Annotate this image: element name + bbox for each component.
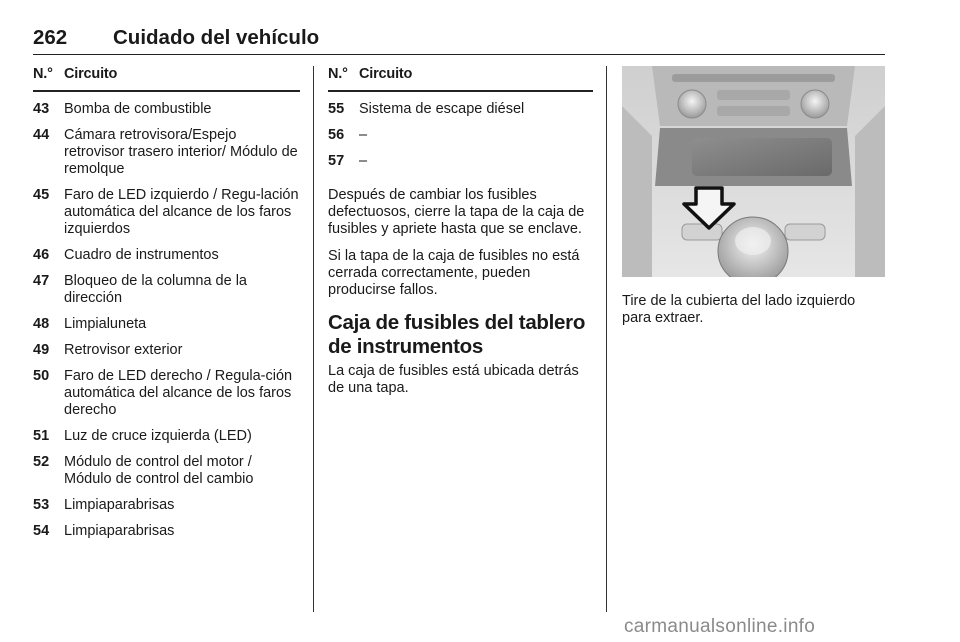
table-row <box>33 368 300 419</box>
fuse-number: 56 <box>328 127 345 143</box>
column-divider-1 <box>313 66 314 612</box>
fuse-number: 55 <box>328 101 345 117</box>
table-row <box>33 454 300 488</box>
fuse-circuit: Sistema de escape diésel <box>359 101 525 117</box>
fuse-circuit: – <box>359 127 368 143</box>
fuse-number: 54 <box>33 523 50 539</box>
fuse-circuit: Luz de cruce izquierda (LED) <box>64 428 252 444</box>
fuse-circuit: – <box>359 153 368 169</box>
fuse-circuit: Limpialuneta <box>64 316 147 332</box>
page-number: 262 <box>33 26 68 49</box>
section-paragraph: La caja de fusibles está ubicada detrás de una tapa. <box>328 363 579 396</box>
fuse-number: 47 <box>33 273 50 289</box>
instruction-paragraph: Después de cambiar los fusibles defectuosos, cierre la tapa de la caja de fusibles y apriete hasta que se enclave. <box>328 187 585 237</box>
table-row <box>33 428 300 445</box>
fuse-circuit: Limpiaparabrisas <box>64 497 175 513</box>
fuse-number: 50 <box>33 368 50 384</box>
fuse-circuit: Cámara retrovisora/Espejo retrovisor trasero interior/ Módulo de remolque <box>64 127 298 177</box>
table-row <box>33 342 300 359</box>
table-row <box>33 127 300 178</box>
fuse-number: 46 <box>33 247 50 263</box>
fuse-number: 53 <box>33 497 50 513</box>
fuse-circuit: Faro de LED izquierdo / Regu-lación automática del alcance de los faros izquierdos <box>64 187 299 237</box>
fuse-cover-illustration <box>622 66 885 277</box>
table-row <box>33 247 300 264</box>
fuse-number: 43 <box>33 101 50 117</box>
fuse-circuit: Cuadro de instrumentos <box>64 247 219 263</box>
table-row <box>33 273 300 307</box>
table-row <box>33 316 300 333</box>
warning-paragraph: Si la tapa de la caja de fusibles no está cerrada correctamente, pueden producirse fallos. <box>328 248 580 298</box>
fuse-number: 45 <box>33 187 50 203</box>
fuse-table-column-2 <box>328 66 593 397</box>
fuse-number: 48 <box>33 316 50 332</box>
header-circuit: Circuito <box>359 66 413 82</box>
table-row <box>33 497 300 514</box>
fuse-circuit: Limpiaparabrisas <box>64 523 175 539</box>
fuse-number: 52 <box>33 454 50 470</box>
table-row <box>328 153 593 170</box>
table-row <box>33 187 300 238</box>
table-row <box>328 101 593 118</box>
fuse-rows <box>33 101 300 540</box>
table-header <box>33 66 300 92</box>
photo-caption: Tire de la cubierta del lado izquierdo para extraer. <box>622 293 856 326</box>
table-row <box>33 101 300 118</box>
fuse-table-column-1 <box>33 66 300 540</box>
fuse-number: 49 <box>33 342 50 358</box>
fuse-number: 57 <box>328 153 345 169</box>
fuse-circuit: Bomba de combustible <box>64 101 212 117</box>
header-number: N.° <box>328 66 348 82</box>
section-heading: Caja de fusibles del tablero de instrumentos <box>328 311 586 358</box>
header-circuit: Circuito <box>64 66 118 82</box>
fuse-number: 51 <box>33 428 50 444</box>
fuse-number: 44 <box>33 127 50 143</box>
table-header <box>328 66 593 92</box>
page-header <box>33 24 885 55</box>
fuse-circuit: Faro de LED derecho / Regula-ción automática del alcance de los faros derecho <box>64 368 293 418</box>
header-number: N.° <box>33 66 53 82</box>
fuse-circuit: Bloqueo de la columna de la dirección <box>64 273 247 306</box>
fuse-circuit: Módulo de control del motor / Módulo de control del cambio <box>64 454 254 487</box>
chapter-title: Cuidado del vehículo <box>113 26 320 49</box>
fuse-circuit: Retrovisor exterior <box>64 342 183 358</box>
column-divider-2 <box>606 66 607 612</box>
watermark: carmanualsonline.info <box>624 616 816 637</box>
table-row <box>328 127 593 144</box>
table-row <box>33 523 300 540</box>
photo-column <box>622 66 886 327</box>
